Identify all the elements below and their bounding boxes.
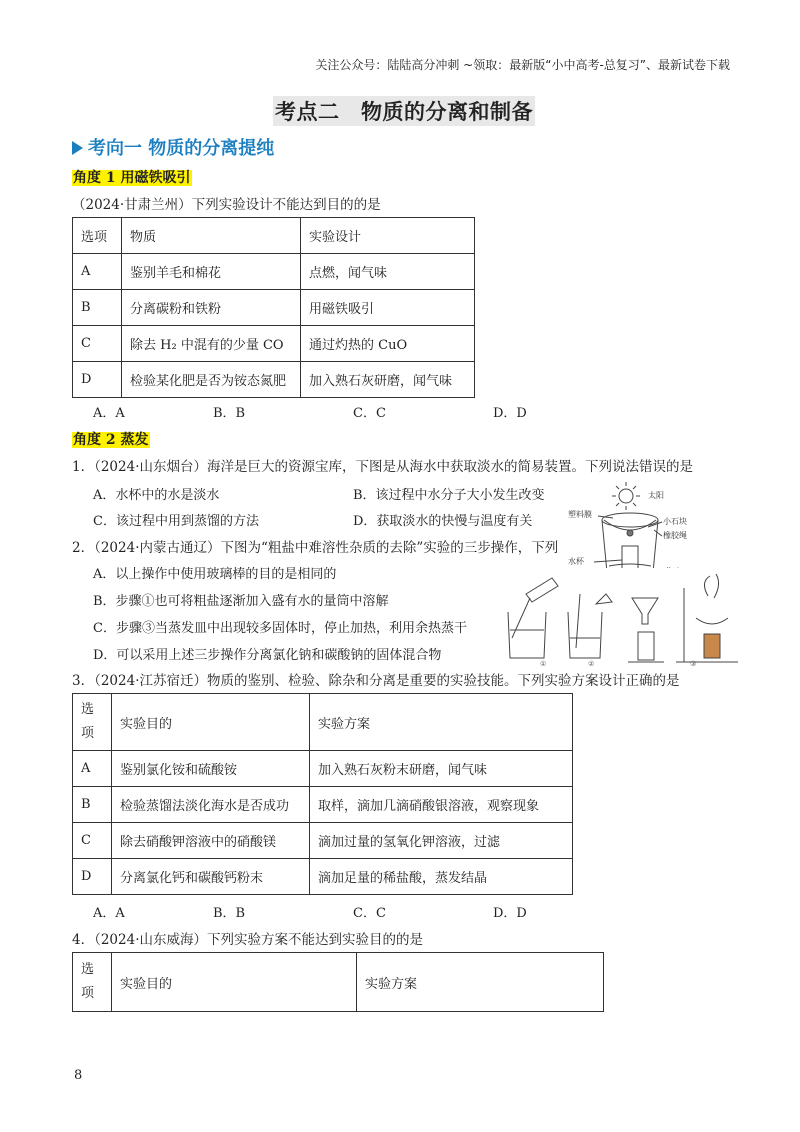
page-number: 8 <box>74 1068 83 1083</box>
table-cell: 实验方案 <box>310 694 573 751</box>
table-cell: 实验方案 <box>357 953 604 1012</box>
table-cell: 选项 <box>73 694 112 751</box>
table-cell: A <box>73 254 122 290</box>
table-row <box>73 823 573 859</box>
table-cell: C <box>73 326 122 362</box>
option: D．D <box>493 406 527 421</box>
table-row <box>73 362 475 398</box>
option: A．A <box>93 906 125 921</box>
table-row <box>73 254 475 290</box>
table-row <box>73 787 573 823</box>
question-number: 3． <box>72 673 95 689</box>
question-text: （2024·山东威海）下列实验方案不能达到实验目的的是 <box>94 932 423 948</box>
option: C．步骤③当蒸发皿中出现较多固体时，停止加热，利用余热蒸干 <box>93 621 467 636</box>
sun-icon <box>612 482 640 510</box>
fig-label: ③ <box>690 660 697 668</box>
table-row <box>73 751 573 787</box>
table-cell: 实验设计 <box>301 218 475 254</box>
table-cell: D <box>73 859 112 895</box>
option: A．水杯中的水是淡水 <box>93 488 220 503</box>
table-cell: 实验目的 <box>112 953 357 1012</box>
option: D．D <box>493 906 527 921</box>
table-cell: 加入熟石灰粉末研磨，闻气味 <box>310 751 573 787</box>
option: C．C <box>353 406 386 421</box>
question-text: （2024·山东烟台）海洋是巨大的资源宝库，下图是从海水中获取淡水的简易装置。下列说法错误的是 <box>94 459 693 475</box>
table-cell: 选项 <box>73 218 122 254</box>
question-text: （2024·内蒙古通辽）下图为“粗盐中难溶性杂质的去除”实验的三步操作，下列 <box>94 540 559 556</box>
q4-stem <box>72 928 423 948</box>
q4-table <box>72 952 604 1012</box>
table-cell: 选项 <box>73 953 112 1012</box>
table-cell: 分离氯化钙和碳酸钙粉末 <box>112 859 310 895</box>
table-cell: 物质 <box>122 218 301 254</box>
table-cell: 除去 H₂ 中混有的少量 CO <box>122 326 301 362</box>
section-title <box>72 134 274 160</box>
option: D．获取淡水的快慢与温度有关 <box>353 514 533 529</box>
triangle-bullet-icon <box>72 141 83 155</box>
option: C．C <box>353 906 386 921</box>
table-header-row <box>73 694 573 751</box>
option: D．可以采用上述三步操作分离氯化钠和碳酸钠的固体混合物 <box>93 648 442 663</box>
section-title-text: 考向一 物质的分离提纯 <box>88 138 275 159</box>
page-title: 考点二 物质的分离和制备 <box>273 96 535 126</box>
table-cell: 滴加过量的氢氧化钾溶液，过滤 <box>310 823 573 859</box>
table-cell: C <box>73 823 112 859</box>
table-row <box>73 326 475 362</box>
option: C．该过程中用到蒸馏的方法 <box>93 514 259 529</box>
table-cell: 滴加足量的稀盐酸，蒸发结晶 <box>310 859 573 895</box>
table-cell: A <box>73 751 112 787</box>
question-number: 2． <box>72 540 95 556</box>
table-cell: 点燃，闻气味 <box>301 254 475 290</box>
fig-label: ② <box>588 660 595 668</box>
table-cell: 检验某化肥是否为铵态氮肥 <box>122 362 301 398</box>
table-cell: 用磁铁吸引 <box>301 290 475 326</box>
table-cell: 分离碳粉和铁粉 <box>122 290 301 326</box>
table-row <box>73 859 573 895</box>
table-cell: 通过灼热的 CuO <box>301 326 475 362</box>
fig-label: 水杯 <box>568 557 584 566</box>
table-header-row <box>73 218 475 254</box>
table-cell: D <box>73 362 122 398</box>
fig-label: 塑料膜 <box>568 510 592 519</box>
table-row <box>73 290 475 326</box>
question-number: 4． <box>72 932 95 948</box>
table-cell: B <box>73 290 122 326</box>
q0-stem: （2024·甘肃兰州）下列实验设计不能达到目的的是 <box>72 197 381 213</box>
q1-stem <box>72 455 693 475</box>
option: B．步骤①也可将粗盐逐渐加入盛有水的量筒中溶解 <box>93 594 389 609</box>
fig-label: ① <box>540 660 547 668</box>
angle-2-heading <box>72 429 150 449</box>
fig-label: 橡胶绳 <box>663 531 687 540</box>
table-cell: B <box>73 787 112 823</box>
table-cell: 加入熟石灰研磨，闻气味 <box>301 362 475 398</box>
question-text: （2024·江苏宿迁）物质的鉴别、检验、除杂和分离是重要的实验技能。下列实验方案设计正确的是 <box>94 673 680 689</box>
table-cell: 取样，滴加几滴硝酸银溶液，观察现象 <box>310 787 573 823</box>
option: A．A <box>93 406 125 421</box>
table-cell: 实验目的 <box>112 694 310 751</box>
table-header-row <box>73 953 604 1012</box>
table-cell: 鉴别羊毛和棉花 <box>122 254 301 290</box>
table-cell: 鉴别氯化铵和硫酸铵 <box>112 751 310 787</box>
angle-2-label: 角度 2 蒸发 <box>73 432 149 448</box>
angle-1-heading <box>72 167 192 187</box>
option: B．B <box>213 406 246 421</box>
fig-label: 太阳 <box>648 491 664 500</box>
option: A．以上操作中使用玻璃棒的目的是相同的 <box>93 567 337 582</box>
header-note: 关注公众号：陆陆高分冲刺 ~领取：最新版“小中高考-总复习”、最新试卷下载 <box>315 58 730 72</box>
angle-1-label: 角度 1 用磁铁吸引 <box>73 170 191 186</box>
fig-label: 小石块 <box>663 517 687 526</box>
q3-table <box>72 693 573 895</box>
option: B．B <box>213 906 246 921</box>
table-cell: 除去硝酸钾溶液中的硝酸镁 <box>112 823 310 859</box>
table-cell: 检验蒸馏法淡化海水是否成功 <box>112 787 310 823</box>
q0-table <box>72 217 475 398</box>
option: B．该过程中水分子大小发生改变 <box>353 488 545 503</box>
q2-stem <box>72 536 558 556</box>
salt-purification-figure <box>500 568 740 668</box>
q3-stem <box>72 669 680 689</box>
question-number: 1． <box>72 459 95 475</box>
